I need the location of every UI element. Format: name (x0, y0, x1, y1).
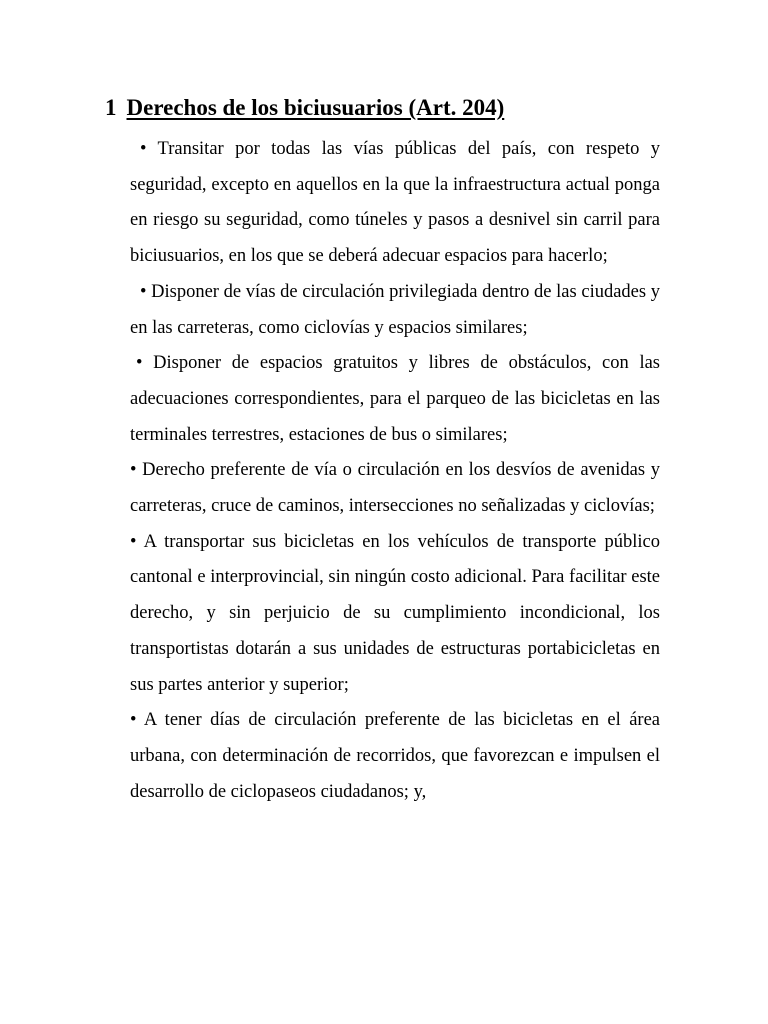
section-heading (105, 92, 504, 124)
list-item: • A transportar sus bicicletas en los vehículos de transporte público cantonal e interprovincial, sin ningún costo adicional. Para facilitar este derecho, y sin perjuicio de su cumplimiento incondicional, los transportistas dotarán a sus unidades de estructuras portabicicletas en sus partes anterior y superior; (130, 531, 660, 695)
list-item: • A tener días de circulación preferente de las bicicletas en el área urbana, con determinación de recorridos, que favorezcan e impulsen el desarrollo de ciclopaseos ciudadanos; y, (130, 710, 660, 802)
list-item: • Derecho preferente de vía o circulación en los desvíos de avenidas y carreteras, cruce de caminos, intersecciones no señalizadas y ciclovías; (130, 460, 660, 517)
section-number: 1 (105, 95, 117, 120)
section-title: Derechos de los biciusuarios (Art. 204) (126, 95, 505, 120)
list-item: • Disponer de espacios gratuitos y libres de obstáculos, con las adecuaciones correspondientes, para el parqueo de las bicicletas en las terminales terrestres, estaciones de bus o similares; (130, 353, 660, 445)
rights-list (130, 132, 660, 810)
list-item: • Disponer de vías de circulación privilegiada dentro de las ciudades y en las carreteras, como ciclovías y espacios similares; (130, 281, 660, 338)
list-item: • Transitar por todas las vías públicas del país, con respeto y seguridad, excepto en aquellos en la que la infraestructura actual ponga en riesgo su seguridad, como túneles y pasos a desnivel sin carril para biciusuarios, en los que se deberá adecuar espacios para hacerlo; (130, 139, 660, 267)
